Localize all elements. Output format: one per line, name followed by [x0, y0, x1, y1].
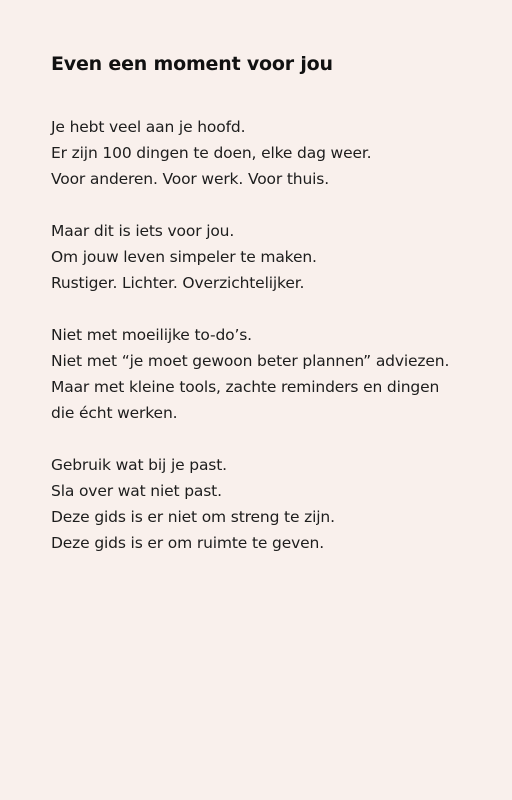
text-line: Niet met “je moet gewoon beter plannen” adviezen. — [51, 352, 450, 370]
text-line: Er zijn 100 dingen te doen, elke dag weer. — [51, 144, 372, 162]
text-line: Deze gids is er niet om streng te zijn. — [51, 508, 335, 526]
text-line: Gebruik wat bij je past. — [51, 456, 227, 474]
text-line: Sla over wat niet past. — [51, 482, 222, 500]
text-line: Niet met moeilijke to-do’s. — [51, 326, 252, 344]
text-line: Rustiger. Lichter. Overzichtelijker. — [51, 274, 305, 292]
paragraph-usage — [51, 452, 491, 556]
text-line: Je hebt veel aan je hoofd. — [51, 118, 246, 136]
text-line: Deze gids is er om ruimte te geven. — [51, 534, 324, 552]
text-line: Voor anderen. Voor werk. Voor thuis. — [51, 170, 329, 188]
page-title: Even een moment voor jou — [51, 53, 333, 75]
text-line: Maar met kleine tools, zachte reminders en dingen — [51, 378, 440, 396]
paragraph-approach — [51, 322, 491, 426]
paragraph-intro — [51, 114, 491, 192]
body-text — [51, 114, 491, 582]
text-line: die écht werken. — [51, 404, 178, 422]
text-line: Om jouw leven simpeler te maken. — [51, 248, 317, 266]
paragraph-purpose — [51, 218, 491, 296]
text-line: Maar dit is iets voor jou. — [51, 222, 235, 240]
